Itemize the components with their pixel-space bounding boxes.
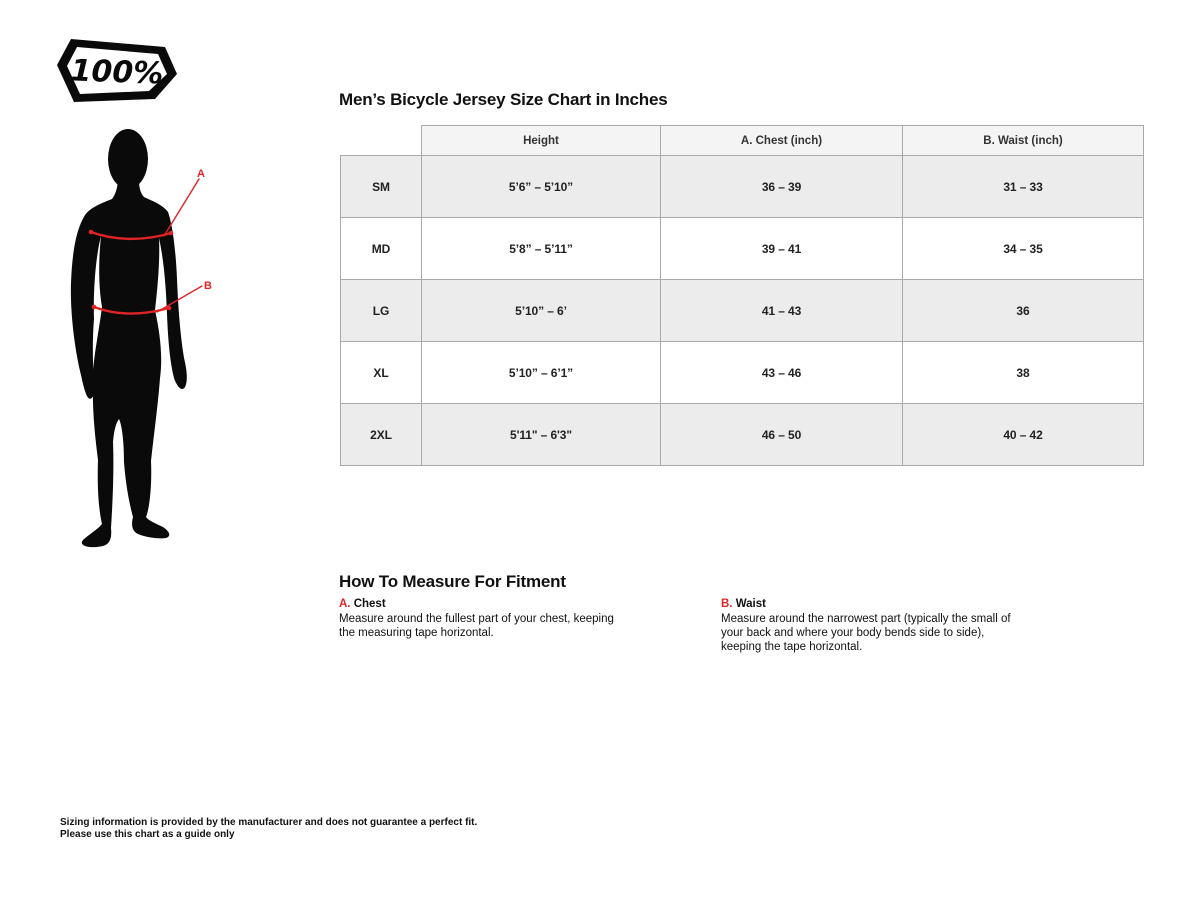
header-cell-chest: A. Chest (inch)	[661, 126, 903, 156]
size-cell: MD	[341, 218, 422, 280]
measure-waist-heading	[721, 598, 1021, 610]
waist-cell: 34 – 35	[903, 218, 1144, 280]
chest-description: Measure around the fullest part of your chest, keeping the measuring tape horizontal.	[339, 613, 614, 639]
waist-cell: 40 – 42	[903, 404, 1144, 466]
waist-description: Measure around the narrowest part (typically the small of your back and where your body bends side to side), keeping the tape horizontal.	[721, 613, 1011, 653]
body-measurement-diagram	[60, 115, 220, 550]
chest-cell: 43 – 46	[661, 342, 903, 404]
waist-title: Waist	[735, 598, 766, 610]
waist-cell: 31 – 33	[903, 156, 1144, 218]
brand-logo-icon	[57, 38, 178, 104]
table-header-row	[341, 126, 1144, 156]
waist-cell: 36	[903, 280, 1144, 342]
height-cell: 5’6” – 5’10”	[422, 156, 661, 218]
measure-waist-block	[721, 598, 1021, 654]
height-cell: 5'11" – 6'3"	[422, 404, 661, 466]
header-cell-blank	[341, 126, 422, 156]
size-cell: XL	[341, 342, 422, 404]
chest-cell: 36 – 39	[661, 156, 903, 218]
height-cell: 5’10” – 6’	[422, 280, 661, 342]
brand-logo-text: 100%	[70, 53, 164, 92]
chest-label-a: A	[197, 168, 205, 180]
chest-cell: 39 – 41	[661, 218, 903, 280]
height-cell: 5’10” – 6’1”	[422, 342, 661, 404]
disclaimer	[60, 817, 477, 841]
measure-chest-block	[339, 598, 631, 640]
man-silhouette	[71, 129, 187, 547]
table-row-md	[341, 218, 1144, 280]
header-cell-height: Height	[422, 126, 661, 156]
chest-cell: 46 – 50	[661, 404, 903, 466]
waist-leader-line	[157, 286, 202, 312]
chest-letter: A.	[339, 598, 351, 610]
size-chart-title: Men’s Bicycle Jersey Size Chart in Inches	[339, 90, 668, 109]
waist-cell: 38	[903, 342, 1144, 404]
size-table	[340, 125, 1144, 466]
measure-section-title: How To Measure For Fitment	[339, 572, 566, 591]
chest-cell: 41 – 43	[661, 280, 903, 342]
height-cell: 5’8” – 5’11”	[422, 218, 661, 280]
waist-label-b: B	[204, 280, 212, 292]
waist-letter: B.	[721, 598, 733, 610]
header-cell-waist: B. Waist (inch)	[903, 126, 1144, 156]
table-row-xl	[341, 342, 1144, 404]
measure-chest-heading	[339, 598, 631, 610]
table-row-lg	[341, 280, 1144, 342]
chest-title: Chest	[353, 598, 386, 610]
disclaimer-line-1: Sizing information is provided by the manufacturer and does not guarantee a perfect fit.	[60, 817, 478, 828]
table-row-sm	[341, 156, 1144, 218]
disclaimer-line-2: Please use this chart as a guide only	[60, 829, 235, 840]
size-cell: SM	[341, 156, 422, 218]
table-row-2xl	[341, 404, 1144, 466]
chest-leader-line	[164, 179, 199, 236]
size-cell: 2XL	[341, 404, 422, 466]
size-cell: LG	[341, 280, 422, 342]
